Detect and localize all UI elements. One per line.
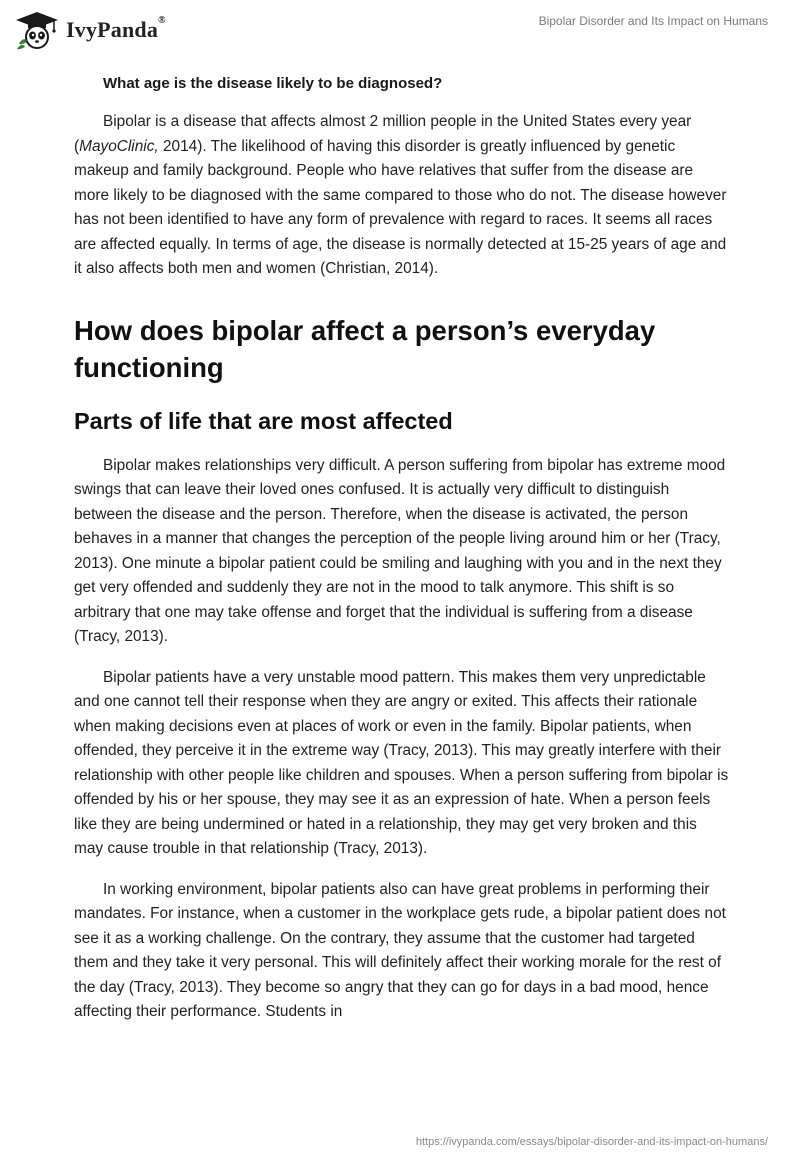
document-title: Bipolar Disorder and Its Impact on Humans [538, 14, 768, 28]
source-url[interactable]: https://ivypanda.com/essays/bipolar-disorder-and-its-impact-on-humans/ [415, 1136, 768, 1148]
paragraph-mood-pattern: Bipolar patients have a very unstable mood pattern. This makes them very unpredictable and one cannot tell their response when they are angry or exited. This affects their rationale when making decisions even at places of work or even in the family. Bipolar patients, when offended, they perceive it in the extreme way (Tracy, 2013). This may greatly interfere with their relationship with other people like children and spouses. When a person suffering from bipolar is offended by his or her spouse, they may see it as an expression of hate. When a person feels like they are being undermined or hated in a relationship, they may get very broken and this may cause trouble in that relationship (Tracy, 2013). [74, 668, 729, 857]
question-heading: What age is the disease likely to be diagnosed? [103, 75, 443, 92]
paragraph-working-environment: In working environment, bipolar patients also can have great problems in performing their mandates. For instance, when a customer in the workplace gets rude, a bipolar patient does not see it as a working challenge. On the contrary, they assume that the customer had targeted them and they take it very personal. This will definitely affect their working morale for the rest of the day (Tracy, 2013). They become so angry that they can go for days in a bad mood, hence affecting their performance. Students in [74, 880, 726, 1020]
section-heading: How does bipolar affect a person’s everyday functioning [74, 314, 656, 383]
page-header [0, 0, 800, 60]
ivypanda-logo[interactable] [14, 10, 166, 50]
brand-name: IvyPanda® [66, 15, 166, 42]
paragraph-relationships: Bipolar makes relationships very difficult. A person suffering from bipolar has extreme mood swings that can leave their loved ones confused. It is actually very difficult to distinguish between the disease and the person. Therefore, when the disease is activated, the person behaves in a manner that changes the perception of the people living around him or her (Tracy, 2013). One minute a bipolar patient could be smiling and laughing with you and in the next they get very offended and suddenly they are not in the mood to talk anymore. This shift is so arbitrary that one may take offense and forget that the individual is suffering from a disease (Tracy, 2013). [74, 456, 726, 645]
article-body [74, 74, 730, 1041]
panda-graduation-cap-icon [14, 10, 60, 50]
subsection-heading: Parts of life that are most affected [74, 407, 453, 434]
paragraph-prevalence: Bipolar is a disease that affects almost 2 million people in the United States every year (MayoClinic, 2014). The likelihood of having this disorder is greatly influenced by genetic makeup and family background. People who have relatives that suffer from the disease are more likely to be diagnosed with the same compared to those who do not. The disease however has not been identified to have any form of prevalence with regard to races. It seems all races are affected equally. In terms of age, the disease is normally detected at 15-25 years of age and it also affects both men and women (Christian, 2014). [74, 113, 727, 277]
